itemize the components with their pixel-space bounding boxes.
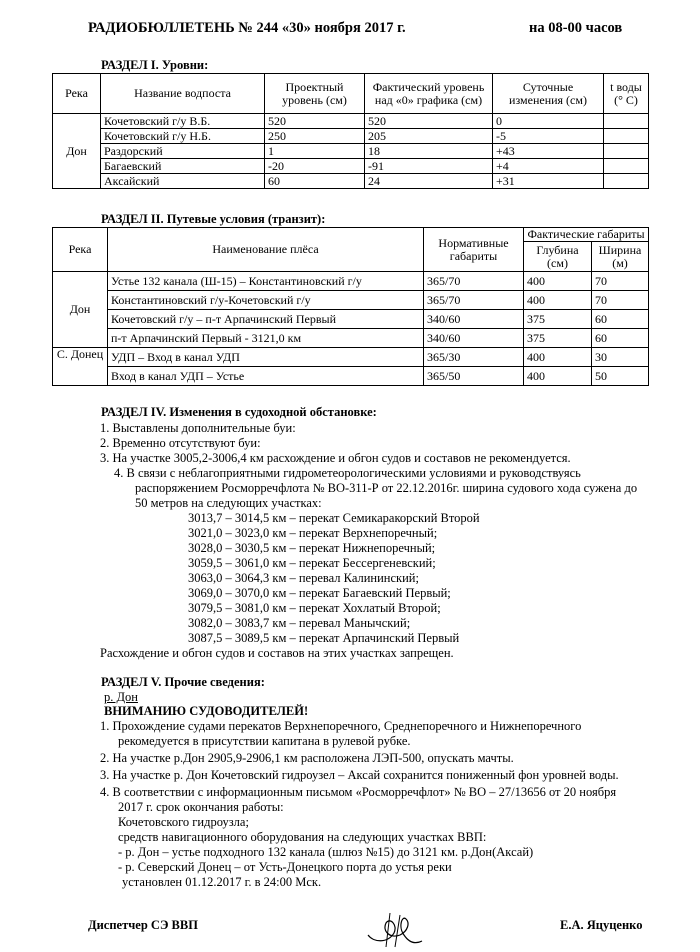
- reach-cell: Устье 132 канала (Ш-15) – Константиновский г/у: [108, 272, 424, 291]
- river-cell: Дон: [53, 114, 101, 189]
- section5-line: 1. Прохождение судами перекатов Верхнепоречного, Среднепоречного и Нижнепоречного: [100, 719, 582, 733]
- col-depth: Глубина (см): [524, 242, 592, 272]
- section5-line: рекомедуется в присутствии капитана в рулевой рубке.: [118, 734, 411, 748]
- list-item: 3021,0 – 3023,0 км – перекат Верхнепоречный;: [188, 526, 438, 540]
- col-reach: Наименование плёса: [108, 228, 424, 272]
- depth-cell: 375: [524, 329, 592, 348]
- signer-name: Е.А. Яцуценко: [560, 918, 643, 932]
- list-item: 3063,0 – 3064,3 км – перевал Калининский;: [188, 571, 419, 585]
- section5-line: - р. Дон – устье подходного 132 канала (шлюз №15) до 3121 км. р.Дон(Аксай): [118, 845, 534, 859]
- width-cell: 70: [592, 272, 649, 291]
- section5-line: 4. В соответствии с информационным письмом «Росморречфлот» № ВО – 27/13656 от 20 ноября: [100, 785, 617, 799]
- reach-cell: п-т Арпачинский Первый - 3121,0 км: [108, 329, 424, 348]
- section5-line: средств навигационного оборудования на следующих участках ВВП:: [118, 830, 487, 844]
- section4-item: 50 метров на следующих участках:: [135, 496, 322, 510]
- handwritten-signature: [360, 905, 430, 950]
- project-cell: 60: [265, 174, 365, 189]
- norm-cell: 365/30: [424, 348, 524, 367]
- reach-cell: Константиновский г/у-Кочетовский г/у: [108, 291, 424, 310]
- project-cell: -20: [265, 159, 365, 174]
- project-cell: 250: [265, 129, 365, 144]
- list-item: 3082,0 – 3083,7 км – перевал Манычский;: [188, 616, 411, 630]
- depth-cell: 400: [524, 272, 592, 291]
- table-row: [53, 144, 649, 159]
- section4-title: РАЗДЕЛ IV. Изменения в судоходной обстановке:: [101, 405, 377, 419]
- change-cell: +4: [493, 159, 604, 174]
- list-item: 3028,0 – 3030,5 км – перекат Нижнепоречный;: [188, 541, 436, 555]
- norm-cell: 340/60: [424, 329, 524, 348]
- project-cell: 520: [265, 114, 365, 129]
- section5-title: РАЗДЕЛ V. Прочие сведения:: [101, 675, 265, 689]
- section5-line: - р. Северский Донец – от Усть-Донецкого порта до устья реки: [118, 860, 452, 874]
- section2-title: РАЗДЕЛ II. Путевые условия (транзит):: [101, 212, 326, 226]
- temp-cell: [604, 174, 649, 189]
- actual-cell: 520: [365, 114, 493, 129]
- col-actual: Фактические габариты: [524, 228, 649, 242]
- table-row: [53, 348, 649, 367]
- post-cell: Кочетовский г/у Н.Б.: [101, 129, 265, 144]
- table-row: [53, 367, 649, 386]
- table-row: [53, 329, 649, 348]
- section5-river: р. Дон: [104, 690, 138, 704]
- bulletin-time: на 08-00 часов: [529, 20, 623, 36]
- width-cell: 50: [592, 367, 649, 386]
- change-cell: 0: [493, 114, 604, 129]
- temp-cell: [604, 129, 649, 144]
- bulletin-title: РАДИОБЮЛЛЕТЕНЬ № 244 «30» ноября 2017 г.: [88, 20, 406, 36]
- table-row: [53, 272, 649, 291]
- change-cell: +31: [493, 174, 604, 189]
- section5-line: установлен 01.12.2017 г. в 24:00 Мск.: [122, 875, 322, 889]
- list-item: 3059,5 – 3061,0 км – перекат Бессергеневский;: [188, 556, 436, 570]
- width-cell: 30: [592, 348, 649, 367]
- section1-title: РАЗДЕЛ I. Уровни:: [101, 58, 209, 72]
- section4-footer: Расхождение и обгон судов и составов на этих участках запрещен.: [100, 646, 454, 660]
- post-cell: Аксайский: [101, 174, 265, 189]
- table-row: [53, 174, 649, 189]
- post-cell: Багаевский: [101, 159, 265, 174]
- col-change: Суточные изменения (см): [493, 74, 604, 114]
- table-row: [53, 114, 649, 129]
- col-norm: Нормативные габариты: [424, 228, 524, 272]
- table-row: [53, 129, 649, 144]
- reach-cell: УДП – Вход в канал УДП: [108, 348, 424, 367]
- table-row: [53, 310, 649, 329]
- section5-line: Кочетовского гидроузла;: [118, 815, 249, 829]
- river-cell: С. Донец: [53, 348, 108, 386]
- actual-cell: 24: [365, 174, 493, 189]
- section5-line: 3. На участке р. Дон Кочетовский гидроузел – Аксай сохранится пониженный фон уровней воды.: [100, 768, 619, 782]
- actual-cell: 205: [365, 129, 493, 144]
- col-width: Ширина (м): [592, 242, 649, 272]
- section5-line: 2. На участке р.Дон 2905,9-2906,1 км расположена ЛЭП-500, опускать мачты.: [100, 751, 514, 765]
- list-item: 3013,7 – 3014,5 км – перекат Семикаракорский Второй: [188, 511, 480, 525]
- section4-item: 3. На участке 3005,2-3006,4 км расхождение и обгон судов и составов не рекомендуется.: [100, 451, 571, 465]
- section4-item: распоряжением Росморречфлота № ВО-311-Р от 22.12.2016г. ширина судового хода сужена до: [135, 481, 638, 495]
- change-cell: -5: [493, 129, 604, 144]
- post-cell: Раздорский: [101, 144, 265, 159]
- col-project: Проектный уровень (см): [265, 74, 365, 114]
- width-cell: 70: [592, 291, 649, 310]
- width-cell: 60: [592, 310, 649, 329]
- table-row: [53, 159, 649, 174]
- section4-item: 1. Выставлены дополнительные буи:: [100, 421, 296, 435]
- levels-table: [52, 73, 649, 189]
- section5-warning: ВНИМАНИЮ СУДОВОДИТЕЛЕЙ!: [104, 704, 309, 718]
- change-cell: +43: [493, 144, 604, 159]
- actual-cell: -91: [365, 159, 493, 174]
- depth-cell: 400: [524, 348, 592, 367]
- temp-cell: [604, 114, 649, 129]
- actual-cell: 18: [365, 144, 493, 159]
- depth-cell: 375: [524, 310, 592, 329]
- temp-cell: [604, 159, 649, 174]
- section4-item: 4. В связи с неблагоприятными гидрометеорологическими условиями и руководствуясь: [114, 466, 581, 480]
- col-temp: t воды (° С): [604, 74, 649, 114]
- col-actual: Фактический уровень над «0» графика (см): [365, 74, 493, 114]
- list-item: 3069,0 – 3070,0 км – перекат Багаевский Первый;: [188, 586, 451, 600]
- norm-cell: 365/70: [424, 272, 524, 291]
- section4-item: 2. Временно отсутствуют буи:: [100, 436, 261, 450]
- depth-cell: 400: [524, 367, 592, 386]
- section5-line: 2017 г. срок окончания работы:: [118, 800, 284, 814]
- col-river: Река: [53, 228, 108, 272]
- depth-cell: 400: [524, 291, 592, 310]
- norm-cell: 365/50: [424, 367, 524, 386]
- river-cell: Дон: [53, 272, 108, 348]
- list-item: 3087,5 – 3089,5 км – перекат Арпачинский Первый: [188, 631, 460, 645]
- signer-role: Диспетчер СЭ ВВП: [88, 918, 198, 932]
- list-item: 3079,5 – 3081,0 км – перекат Хохлатый Второй;: [188, 601, 441, 615]
- reach-cell: Вход в канал УДП – Устье: [108, 367, 424, 386]
- post-cell: Кочетовский г/у В.Б.: [101, 114, 265, 129]
- reach-cell: Кочетовский г/у – п-т Арпачинский Первый: [108, 310, 424, 329]
- col-post: Название водпоста: [101, 74, 265, 114]
- table-row: [53, 291, 649, 310]
- width-cell: 60: [592, 329, 649, 348]
- norm-cell: 340/60: [424, 310, 524, 329]
- temp-cell: [604, 144, 649, 159]
- project-cell: 1: [265, 144, 365, 159]
- norm-cell: 365/70: [424, 291, 524, 310]
- route-table: [52, 227, 649, 386]
- col-river: Река: [53, 74, 101, 114]
